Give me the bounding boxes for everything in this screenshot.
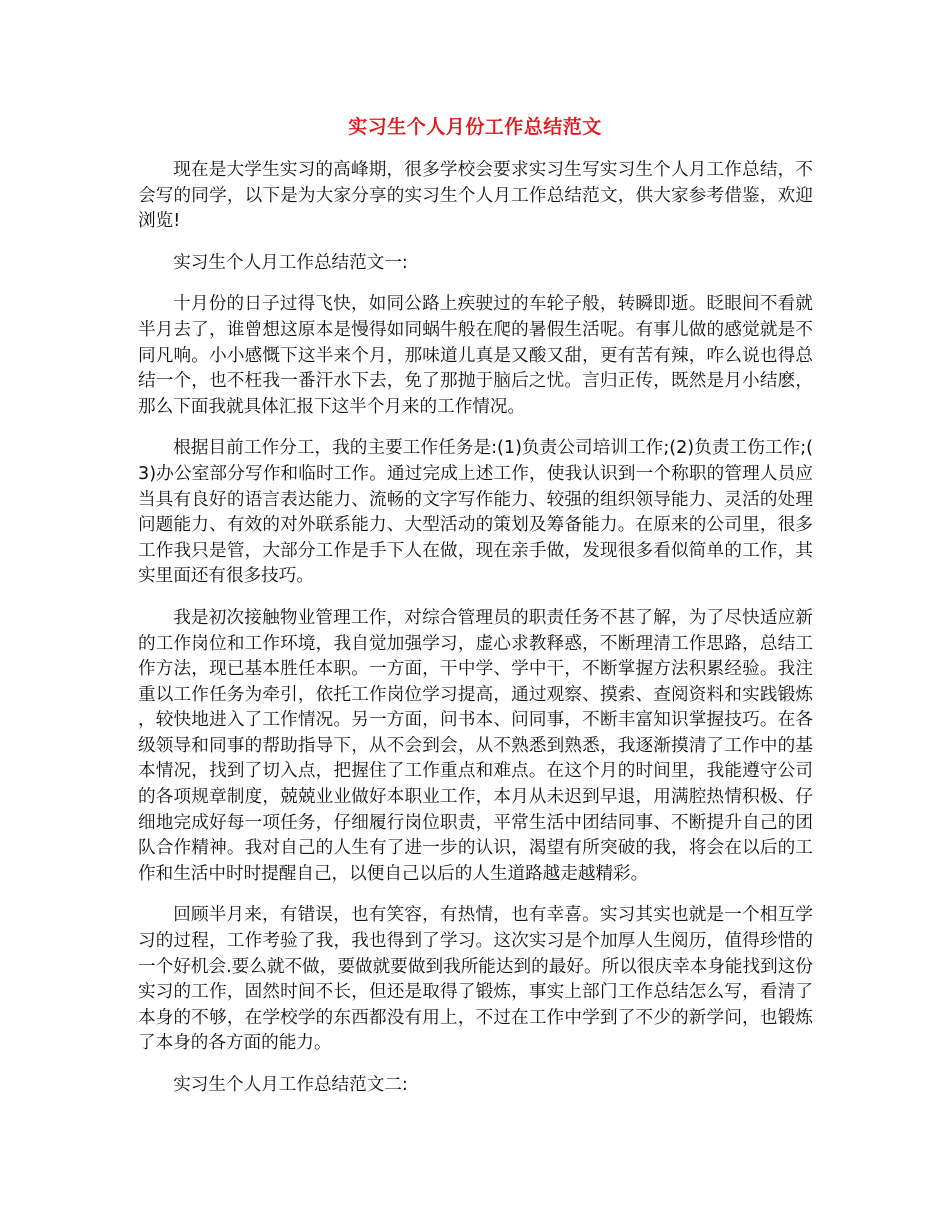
paragraph-october: 十月份的日子过得飞快，如同公路上疾驶过的车轮子般，转瞬即逝。眨眼间不看就半月去了，谁曾想这原本是慢得如同蜗牛般在爬的暑假生活呢。有事儿做的感觉就是不同凡响。小小感慨下这半来个月，那味道儿真是又酸又甜，更有苦有辣，咋么说也得总结一个，也不枉我一番汗水下去，免了那抛于脑后之忧。言归正传，既然是月小结麽，那么下面我就具体汇报下这半个月来的工作情况。 (138, 294, 813, 417)
document-title: 实习生个人月份工作总结范文 (348, 116, 602, 138)
section-heading-sample-two: 实习生个人月工作总结范文二: (173, 1075, 408, 1095)
paragraph-review: 回顾半月来，有错误，也有笑容，有热情，也有幸喜。实习其实也就是一个相互学习的过程，工作考验了我，我也得到了学习。这次实习是个加厚人生阅历，值得珍惜的一个好机会.要么就不做，要做就要做到我所能达到的最好。所以很庆幸本身能找到这份实习的工作，固然时间不长，但还是取得了锻炼，事实上部门工作总结怎么写，看清了本身的不够，在学校学的东西都没有用上，不过在工作中学到了不少的新学问，也锻炼了本身的各方面的能力。 (138, 905, 813, 1054)
paragraph-duties: 根据目前工作分工，我的主要工作任务是:(1)负责公司培训工作;(2)负责工伤工作;(3)办公室部分写作和临时工作。通过完成上述工作，使我认识到一个称职的管理人员应当具有良好的语言表达能力、流畅的文字写作能力、较强的组织领导能力、灵活的处理问题能力、有效的对外联系能力、大型活动的策划及筹备能力。在原来的公司里，很多工作我只是管，大部分工作是手下人在做，现在亲手做，发现很多看似简单的工作，其实里面还有很多技巧。 (138, 438, 813, 587)
section-heading-sample-one: 实习生个人月工作总结范文一: (173, 252, 408, 273)
paragraph-learning: 我是初次接触物业管理工作，对综合管理员的职责任务不甚了解，为了尽快适应新的工作岗位和工作环境，我自觉加强学习，虚心求教释惑，不断理清工作思路，总结工作方法，现已基本胜任本职。一方面，干中学、学中干，不断掌握方法积累经验。我注重以工作任务为牵引，依托工作岗位学习提高，通过观察、摸索、查阅资料和实践锻炼，较快地进入了工作情况。另一方面，问书本、问同事，不断丰富知识掌握技巧。在各级领导和同事的帮助指导下，从不会到会，从不熟悉到熟悉，我逐渐摸清了工作中的基本情况，找到了切入点，把握住了工作重点和难点。在这个月的时间里，我能遵守公司的各项规章制度，兢兢业业做好本职业工作，本月从未迟到早退，用满腔热情积极、仔细地完成好每一项任务，仔细履行岗位职责，平常生活中团结同事、不断提升自己的团队合作精神。我对自己的人生有了进一步的认识，渴望有所突破的我，将会在以后的工作和生活中时时提醒自己，以便自己以后的人生道路越走越精彩。 (138, 607, 813, 884)
paragraph-intro: 现在是大学生实习的高峰期，很多学校会要求实习生写实习生个人月工作总结，不会写的同学，以下是为大家分享的实习生个人月工作总结范文，供大家参考借鉴，欢迎浏览! (138, 160, 813, 232)
document-body (138, 158, 813, 1115)
